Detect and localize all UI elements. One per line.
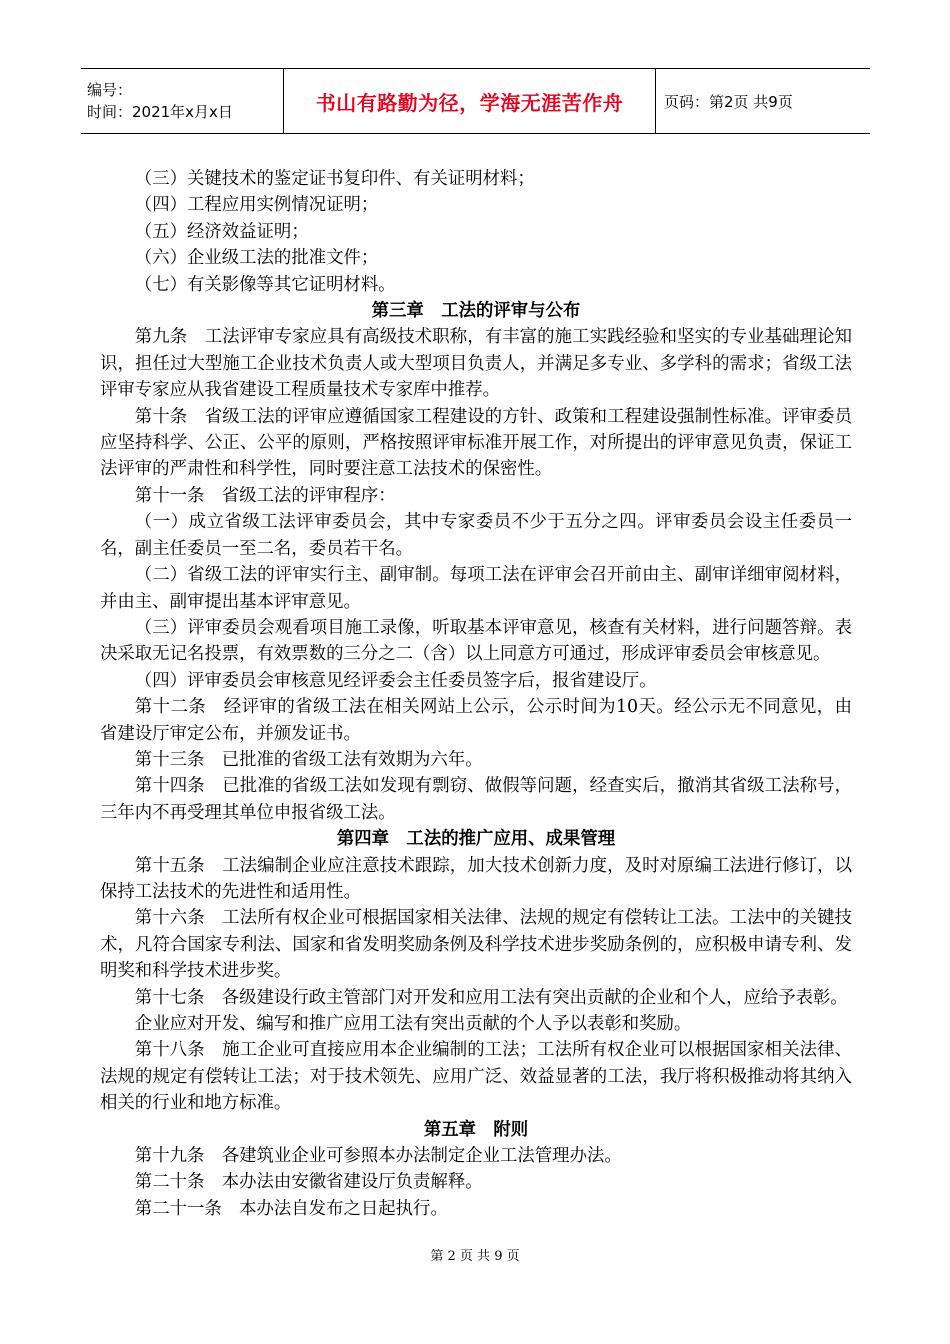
body-paragraph: 企业应对开发、编写和推广应用工法有突出贡献的个人予以表彰和奖励。 [134, 1014, 692, 1034]
body-paragraph: （二）省级工法的评审实行主、副审制。每项工法在评审会召开前由主、副审详细审阅材料，并由主、副审提出基本评审意见。 [100, 565, 852, 612]
body-paragraph: 第十一条 省级工法的评审程序： [134, 485, 396, 506]
page-header [81, 68, 870, 134]
header-motto [284, 69, 656, 133]
body-paragraph: （六）企业级工法的批准文件； [134, 248, 379, 269]
footer-page-number: 第 2 页 共 9 页 [430, 1249, 520, 1264]
document-time-label: 时间：2021年x月x日 [87, 103, 233, 121]
body-paragraph: 第九条 工法评审专家应具有高级技术职称，有丰富的施工实践经验和坚实的专业基础理论知识，担任过大型施工企业技术负责人或大型项目负责人，并满足多专业、多学科的需求；省级工法评审专家应从我省建设工程质量技术专家库中推荐。 [100, 327, 852, 401]
body-paragraph: 第十四条 已批准的省级工法如发现有剽窃、做假等问题，经查实后，撤消其省级工法称号，三年内不再受理其单位申报省级工法。 [100, 776, 852, 823]
body-paragraph: 第十七条 各级建设行政主管部门对开发和应用工法有突出贡献的企业和个人，应给予表彰。 [134, 987, 848, 1008]
body-paragraph: （三）评审委员会观看项目施工录像，听取基本评审意见，核查有关材料，进行问题答辩。表决采取无记名投票，有效票数的三分之二（含）以上同意方可通过，形成评审委员会审核意见。 [100, 617, 852, 665]
chapter-heading: 第三章 工法的评审与公布 [371, 301, 581, 322]
body-paragraph: （七）有关影像等其它证明材料。 [134, 274, 396, 295]
header-page-info [656, 69, 870, 133]
page-footer [0, 1245, 950, 1264]
body-paragraph: 第十五条 工法编制企业应注意技术跟踪，加大技术创新力度，及时对原编工法进行修订，以保持工法技术的先进性和适用性。 [100, 855, 852, 902]
document-number-label: 编号： [87, 81, 133, 99]
body-paragraph: （一）成立省级工法评审委员会，其中专家委员不少于五分之四。评审委员会设主任委员一名，副主任委员一至二名，委员若干名。 [100, 512, 852, 559]
body-paragraph: 第十条 省级工法的评审应遵循国家工程建设的方针、政策和工程建设强制性标准。评审委员应坚持科学、公正、公平的原则，严格按照评审标准开展工作，对所提出的评审意见负责，保证工法评审的严肃性和科学性，同时要注意工法技术的保密性。 [100, 406, 852, 480]
header-meta [81, 69, 284, 133]
body-paragraph: （四）工程应用实例情况证明； [134, 195, 379, 216]
body-paragraph: 第十八条 施工企业可直接应用本企业编制的工法；工法所有权企业可以根据国家相关法律、法规的规定有偿转让工法；对于技术领先、应用广泛、效益显著的工法，我厅将积极推动将其纳入相关的行业和地方标准。 [100, 1040, 852, 1114]
body-paragraph: 第十三条 已批准的省级工法有效期为六年。 [134, 749, 483, 770]
body-paragraph: 第十六条 工法所有权企业可根据国家相关法律、法规的规定有偿转让工法。工法中的关键技术，凡符合国家专利法、国家和省发明奖励条例及科学技术进步奖励条例的，应积极申请专利、发明奖和科学技术进步奖。 [100, 908, 852, 982]
body-paragraph: （五）经济效益证明； [134, 221, 309, 242]
body-paragraph: 第二十条 本办法由安徽省建设厅负责解释。 [134, 1172, 483, 1193]
chapter-heading: 第四章 工法的推广应用、成果管理 [336, 829, 616, 850]
body-paragraph: （四）评审委员会审核意见经评委会主任委员签字后，报省建设厅。 [134, 670, 657, 691]
body-paragraph: 第十二条 经评审的省级工法在相关网站上公示，公示时间为10天。经公示无不同意见，由省建设厅审定公布，并颁发证书。 [100, 697, 852, 744]
body-paragraph: （三）关键技术的鉴定证书复印件、有关证明材料； [134, 169, 535, 189]
chapter-heading: 第五章 附则 [423, 1119, 529, 1140]
document-body [100, 166, 852, 1222]
motto-text: 书山有路勤为径，学海无涯苦作舟 [315, 90, 624, 115]
body-paragraph: 第二十一条 本办法自发布之日起执行。 [134, 1198, 448, 1219]
header-page-label: 页码：第2页 共9页 [664, 92, 793, 111]
body-paragraph: 第十九条 各建筑业企业可参照本办法制定企业工法管理办法。 [134, 1146, 622, 1167]
